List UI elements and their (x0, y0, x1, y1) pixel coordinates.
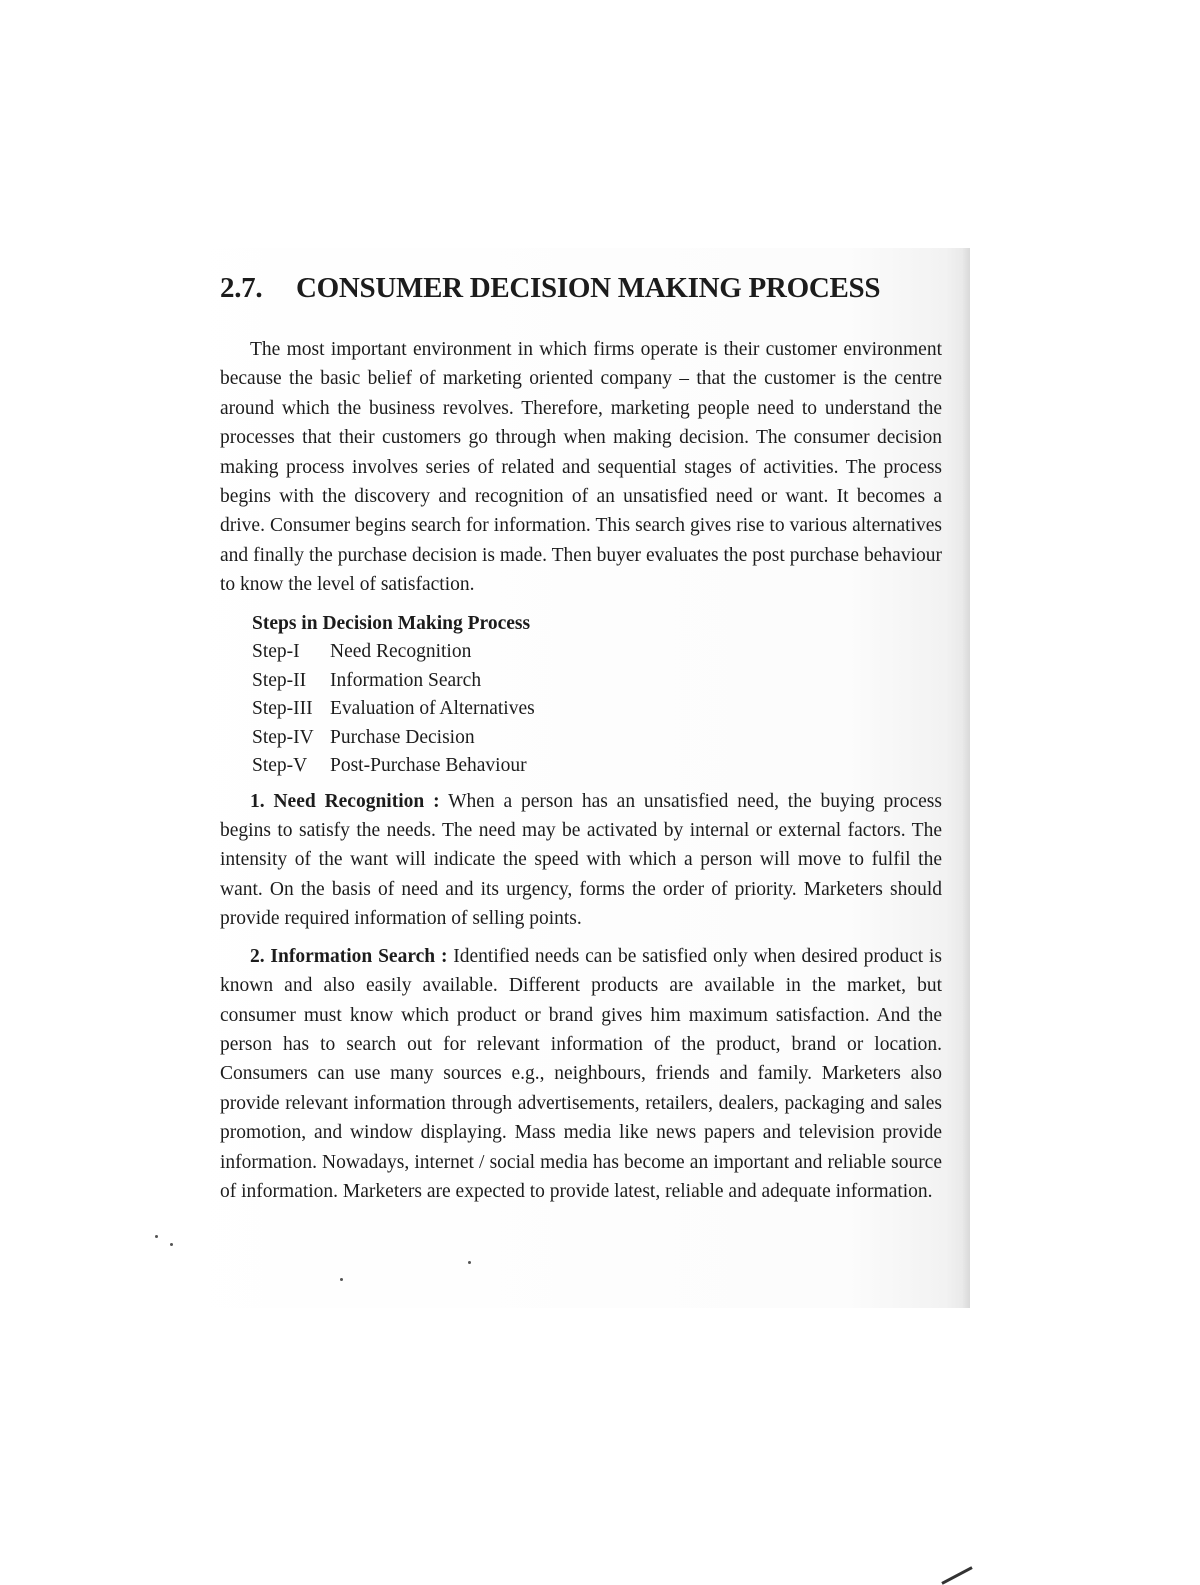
step-label: Step-III (252, 698, 313, 720)
intro-paragraph: The most important environment in which firms operate is their customer environment because the basic belief of marketing oriented company – that the customer is the centre around which the business revolves. Therefore, marketing people need to understand the processes that their customers go through when making decision. The consumer decision making process involves series of related and sequential stages of activities. The process begins with the discovery and recognition of an unsatisfied need or want. It becomes a drive. Consumer begins search for information. This search gives rise to various alternatives and finally the purchase decision is made. Then buyer evaluates the post purchase behaviour to know the level of satisfaction. (220, 339, 942, 596)
step-text: Evaluation of Alternatives (330, 698, 535, 720)
steps-list (252, 610, 942, 781)
step-text: Need Recognition (330, 641, 472, 663)
section-number: 2.7. (220, 272, 263, 304)
information-search-text: Identified needs can be satisfied only when desired product is known and also easily available. Different products are available in the market, but consumer must know which product or brand gives him maximum satisfaction. And the person has to search out for relevant information of the product, brand or location. Consumers can use many sources e.g., neighbours, friends and family. Marketers also provide relevant information through advertisements, retailers, dealers, packaging and sales promotion, and window displaying. Mass media like news papers and television provide information. Nowadays, internet / social media has become an important and reliable source of information. Marketers are expected to provide latest, reliable and adequate information. (220, 945, 943, 1202)
scan-speck (155, 1235, 158, 1238)
page-content (220, 272, 942, 1214)
scan-speck (170, 1243, 173, 1246)
section-title: CONSUMER DECISION MAKING PROCESS (296, 272, 881, 304)
steps-title: Steps in Decision Making Process (252, 612, 531, 634)
step-row (252, 695, 942, 724)
step-row (252, 752, 942, 781)
corner-pen-mark (941, 1566, 972, 1585)
need-recognition-heading: 1. Need Recognition : (250, 790, 440, 812)
step-text: Purchase Decision (330, 726, 475, 748)
step-label: Step-II (252, 669, 307, 691)
page-edge-shadow (962, 248, 970, 1308)
scan-speck (340, 1278, 343, 1281)
step-label: Step-V (252, 755, 308, 777)
need-recognition-text: When a person has an unsatisfied need, the buying process begins to satisfy the needs. The need may be activated by internal or external factors. The intensity of the want will indicate the speed with which a person will move to fulfil the want. On the basis of need and its urgency, forms the order of priority. Marketers should provide required information of selling points. (220, 790, 942, 930)
information-search-paragraph (220, 942, 942, 1207)
scanned-page (150, 248, 970, 1308)
step-text: Post-Purchase Behaviour (330, 755, 527, 777)
step-row (252, 724, 942, 753)
step-row (252, 638, 942, 667)
step-label: Step-I (252, 641, 300, 663)
need-recognition-paragraph (220, 787, 942, 934)
step-text: Information Search (330, 669, 482, 691)
section-heading (220, 272, 942, 305)
information-search-heading: 2. Information Search : (250, 945, 448, 967)
step-row (252, 667, 942, 696)
step-label: Step-IV (252, 726, 314, 748)
scan-speck (468, 1261, 471, 1264)
